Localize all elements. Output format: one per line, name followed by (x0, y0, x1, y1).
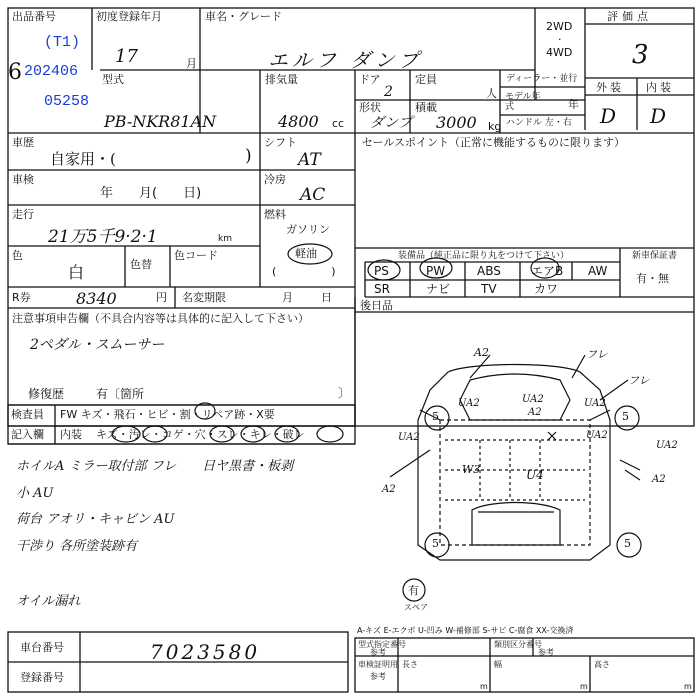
vehicle-cert-ref: 参考 (370, 672, 386, 681)
sales-points-label: セールスポイント（正常に機能するものに限ります） (362, 136, 626, 149)
fuel-other: ( ) (272, 265, 336, 278)
inspector-line-4: 干渉り 各所塗装跡有 (16, 539, 138, 554)
tire-mark-front-left: 5 (432, 410, 439, 423)
notes-content: 2ペダル・スムーサー (30, 337, 165, 353)
equip-ps: PS (374, 264, 389, 278)
diagram-mark-12: U4 (526, 468, 544, 482)
diagram-mark-11: W3 (462, 463, 481, 476)
lot-prefix: 6 (8, 60, 22, 85)
lot-label: 出品番号 (12, 10, 56, 23)
type-cert-ref: 参考 (370, 648, 386, 657)
name-change-label: 名変期限 (182, 291, 226, 304)
equip-navi: ナビ (426, 282, 451, 296)
kg-unit: kg (488, 120, 502, 133)
exterior-label: 外装 (596, 81, 624, 94)
yen-unit: 円 (156, 291, 167, 304)
history-label: 車歴 (12, 136, 34, 149)
body-value: ダンプ (370, 115, 413, 131)
length-label: 長さ (402, 660, 418, 669)
inspector-label-top: 検査員 (11, 408, 44, 421)
equip-sr: SR (374, 282, 390, 296)
mileage-label: 走行 (12, 208, 34, 221)
equipment-label: 装備品（純正品に限り丸をつけて下さい） (398, 251, 570, 261)
first-registration-label: 初度登録年月 (96, 10, 162, 23)
drive-4wd: 4WD (546, 46, 573, 59)
handle-label: ハンドル 左・右 (506, 118, 572, 128)
interior-grade: D (650, 104, 667, 128)
tire-mark-rear-left: 5 (432, 537, 439, 550)
capacity-label: 定員 (415, 73, 437, 86)
doors-label: ドア (359, 73, 381, 86)
diagram-mark-9: UA2 (656, 440, 678, 451)
inspector-line-2: 小 AU (16, 486, 54, 501)
recycle-value: 8340 (76, 289, 117, 308)
chassis-label: 車台番号 (20, 641, 64, 654)
width-label: 幅 (494, 660, 502, 669)
class-ref: 参考 (538, 648, 554, 657)
warranty-value: 有・無 (636, 272, 669, 285)
repair-close: 〕 (338, 386, 351, 400)
car-name-value: エルフ ダンプ (268, 48, 423, 72)
inspector-line-3: 荷台 アオリ・キャビン AU (16, 512, 175, 527)
diagram-mark-14: A2 (382, 484, 396, 495)
mileage-value: 21万5千9·2·1 (48, 227, 158, 247)
diagram-mark-1: A2 (474, 346, 489, 359)
damage-legend: A-キズ E-エクボ U-凹み W-補修部 S-サビ C-腐食 XX-交換済 (357, 626, 574, 635)
inspector-fw-row: FW キズ・飛石・ヒビ・割・リペア跡・X要 (60, 408, 275, 421)
recolor-label: 色替 (130, 258, 152, 271)
registration-number-label: 登録番号 (20, 671, 64, 684)
tire-mark-rear-right: 5 (624, 537, 631, 550)
equip-abs: ABS (477, 264, 501, 278)
inspector-int-label: 内装 (60, 428, 82, 441)
width-unit: m (580, 682, 588, 691)
drive-dot: · (558, 33, 562, 46)
height-unit: m (684, 682, 692, 691)
stamp-date: 202406 (24, 63, 79, 80)
load-value: 3000 (436, 113, 477, 132)
diagram-mark-4: UA2 (458, 398, 480, 409)
vehicle-cert-label: 車検証明用 (358, 660, 398, 669)
inspector-label-bottom: 記入欄 (11, 428, 44, 441)
displacement-value: 4800 (278, 112, 319, 131)
color-code-label: 色コード (174, 249, 218, 262)
score-label: 評価点 (607, 10, 652, 23)
diagram-mark-8: UA2 (398, 432, 420, 443)
doors-value: 2 (384, 84, 393, 100)
fuel-diesel: 軽油 (295, 247, 317, 260)
inspection-value: 年 月( 日) (100, 186, 202, 201)
post-install-label: 後日品 (360, 299, 393, 312)
model-year-label: モデル年式 (505, 92, 541, 112)
km-unit: km (218, 234, 232, 244)
person-unit: 人 (486, 87, 497, 100)
recycle-label: R券 (12, 291, 31, 304)
equip-leather: カワ (534, 282, 559, 296)
key-sub-label: スペア (404, 603, 428, 612)
notes-label: 注意事項申告欄（不具合内容等は具体的に記入して下さい） (12, 312, 309, 325)
model-value: PB-NKR81AN (104, 112, 217, 131)
class-label: 類別区分番号 (494, 640, 542, 649)
name-change-value: 月 日 (282, 291, 334, 304)
drive-2wd: 2WD (546, 20, 573, 33)
displacement-label: 排気量 (265, 73, 298, 86)
shift-value: AT (298, 150, 321, 170)
model-year-unit: 年 (568, 98, 579, 111)
equip-aw: AW (588, 264, 608, 278)
type-cert-label: 型式指定番号 (358, 640, 406, 649)
reg-year: 17 (115, 46, 138, 67)
repair-value: 有〔箇所 (96, 387, 145, 401)
stamp-lot-number: 05258 (44, 93, 90, 110)
length-unit: m (480, 682, 488, 691)
diagram-mark-6: A2 (528, 407, 542, 418)
diagram-mark-10: A2 (652, 474, 666, 485)
inspector-line-5: オイル漏れ (16, 594, 81, 609)
color-label: 色 (12, 249, 23, 262)
chassis-value: 7023580 (150, 640, 261, 664)
ac-value: AC (300, 185, 326, 205)
inspector-int-row: キズ・汚レ・コゲ・穴・スレ・キレ・破レ (96, 428, 305, 441)
stamp-t1: (T1) (44, 34, 81, 51)
car-diagram-lines (390, 355, 640, 560)
color-value: 白 (68, 263, 85, 282)
fuel-label: 燃料 (264, 208, 286, 221)
inspector-line-1: ホイルA ミラー取付部 フレ 日ヤ黒書・板剥 (16, 459, 294, 474)
cc-unit: cc (332, 117, 345, 130)
car-name-label: 車名・グレード (205, 10, 282, 23)
equip-pw: PW (426, 264, 446, 278)
history-close: ) (245, 146, 252, 166)
inspection-label: 車検 (12, 173, 34, 186)
history-value: 自家用・( (50, 150, 116, 168)
tire-mark-front-right: 5 (622, 410, 629, 423)
warranty-label: 新車保証書 (632, 251, 678, 261)
body-label: 形状 (359, 101, 381, 114)
ac-label: 冷房 (264, 173, 286, 186)
repair-label: 修復歴 (28, 387, 65, 401)
model-label: 型式 (102, 73, 124, 86)
diagram-mark-7: UA2 (584, 398, 606, 409)
equip-tv: TV (481, 282, 497, 296)
interior-label: 内装 (646, 81, 674, 94)
diagram-mark-3: フレ (628, 374, 650, 387)
diagram-mark-13: UA2 (586, 430, 608, 441)
reg-month-suffix: 月 (186, 57, 197, 70)
score-value: 3 (632, 40, 649, 70)
dealer-label: ディーラー・並行 (506, 74, 578, 84)
diagram-mark-2: フレ (586, 348, 608, 361)
exterior-grade: D (600, 104, 617, 128)
key-mark: 有 (408, 584, 419, 597)
height-label: 高さ (594, 660, 610, 669)
fuel-gasoline: ガソリン (286, 223, 330, 236)
equip-airbag: エアB (531, 264, 564, 278)
shift-label: シフト (264, 136, 297, 149)
diagram-mark-5: UA2 (522, 394, 544, 405)
load-label: 積載 (415, 101, 437, 114)
